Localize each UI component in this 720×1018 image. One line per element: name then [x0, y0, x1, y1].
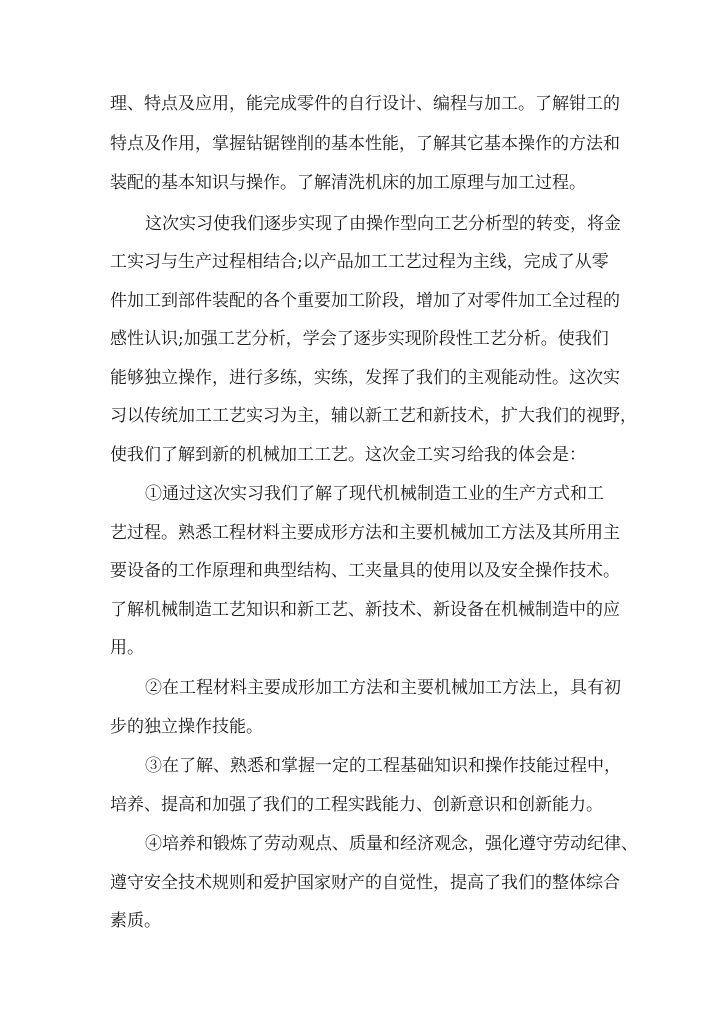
list-item-first-line: ③在了解、熟悉和掌握一定的工程基础知识和操作技能过程中，: [145, 756, 621, 776]
text-line: 特点及作用，掌握钻锯锉削的基本性能，了解其它基本操作的方法和: [110, 134, 620, 154]
text-line: 了解机械制造工艺知识和新工艺、新技术、新设备在机械制造中的应: [110, 600, 620, 620]
text-line: 装配的基本知识与操作。了解清洗机床的加工原理与加工过程。: [110, 173, 586, 193]
text-line: 步的独立操作技能。: [110, 717, 263, 737]
list-item-first-line: ①通过这次实习我们了解了现代机械制造工业的生产方式和工: [145, 484, 604, 504]
text-line: 素质。: [110, 911, 161, 931]
text-line: 要设备的工作原理和典型结构、工夹量具的使用以及安全操作技术。: [110, 561, 620, 581]
text-line: 理、特点及应用，能完成零件的自行设计、编程与加工。了解钳工的: [110, 94, 620, 114]
text-line: 习以传统加工工艺实习为主，辅以新工艺和新技术，扩大我们的视野，: [110, 406, 637, 426]
text-line: 用。: [110, 638, 144, 658]
text-line: 使我们了解到新的机械加工工艺。这次金工实习给我的体会是：: [110, 445, 586, 465]
text-line: 件加工到部件装配的各个重要加工阶段，增加了对零件加工全过程的: [110, 291, 620, 311]
text-line: 培养、提高和加强了我们的工程实践能力、创新意识和创新能力。: [110, 795, 603, 815]
text-line: 遵守安全技术规则和爱护国家财产的自觉性，提高了我们的整体综合: [110, 873, 620, 893]
paragraph-first-line: 这次实习使我们逐步实现了由操作型向工艺分析型的转变，将金: [145, 214, 621, 234]
text-line: 艺过程。熟悉工程材料主要成形方法和主要机械加工方法及其所用主: [110, 523, 620, 543]
text-line: 感性认识;加强工艺分析，学会了逐步实现阶段性工艺分析。使我们: [110, 329, 609, 349]
list-item-first-line: ④培养和锻炼了劳动观点、质量和经济观念，强化遵守劳动纪律、: [145, 834, 638, 854]
text-line: 工实习与生产过程相结合;以产品加工工艺过程为主线，完成了从零: [110, 252, 609, 272]
text-line: 能够独立操作，进行多练，实练，发挥了我们的主观能动性。这次实: [110, 368, 620, 388]
list-item-first-line: ②在工程材料主要成形加工方法和主要机械加工方法上，具有初: [145, 678, 621, 698]
